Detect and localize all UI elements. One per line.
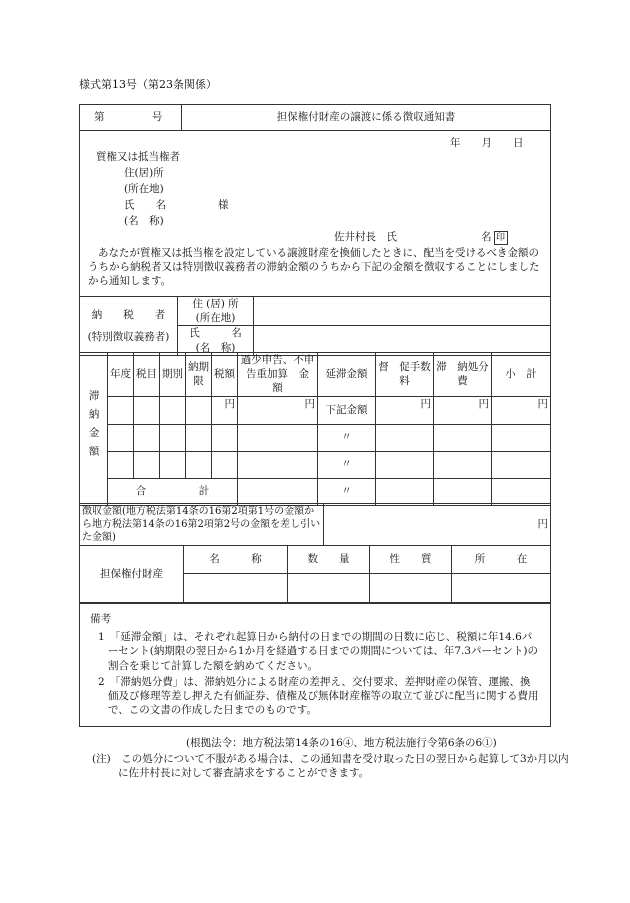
collection-table (79, 503, 551, 546)
note-item-1: 1 「延滞金額」は、それぞれ起算日から納付の日までの期間の日数に応じ、税額に年14.6パーセント(納期限の翌日から1か月を経過する日までの期間については、年7.3パーセント)の割合を乗じて計算した額を納めてください。 (98, 631, 538, 672)
header-fiscal-year: 年度 (108, 353, 134, 397)
late-fee-first: 下記金額 (318, 396, 376, 424)
number-label: 第 (94, 111, 105, 124)
header-due-date: 納期限 (186, 353, 212, 397)
table-row: 〃 (80, 451, 551, 478)
property-table (79, 545, 551, 603)
collection-amount: 円 (324, 504, 551, 546)
number-cell (80, 105, 182, 131)
total-label: 合 計 (108, 478, 238, 505)
issuer-line (334, 230, 508, 245)
header-period: 期別 (160, 353, 186, 397)
header-tax-item: 税目 (134, 353, 160, 397)
intro-section (79, 130, 551, 296)
table-row: 〃 (80, 424, 551, 451)
number-suffix: 号 (151, 111, 163, 124)
taxpayer-address-label: 住 (居) 所 (所在地) (178, 297, 254, 326)
name-sub: (名 称) (124, 215, 164, 227)
header-late-fee: 延滞金額 (318, 353, 376, 397)
notes-section (79, 603, 551, 727)
name-suffix: 様 (218, 199, 229, 211)
header-disposition-cost: 滞 納処分費 (434, 353, 492, 397)
taxpayer-name-label: 氏 名 (名 称) (178, 326, 254, 355)
header-name: 名 称 (184, 546, 288, 574)
header-quantity: 数 量 (288, 546, 370, 574)
arrears-table (79, 352, 551, 506)
taxpayer-label: 納 税 者 (91, 308, 166, 321)
footer-note: (注) この処分について不服がある場合は、この通知書を受け取った日の翌日から起算して3か月以内に佐井村長に対して審査請求をすることができます。 (92, 753, 569, 780)
taxpayer-table (79, 296, 551, 356)
special-collector-label: (特別徴収義務者) (87, 330, 170, 343)
address-sub: (所在地) (124, 183, 164, 195)
address-label: 住(居)所 (124, 167, 164, 179)
header-penalty: 過少申告、不申告重加算 金 額 (238, 353, 318, 397)
property-label: 担保権付財産 (80, 546, 184, 603)
document-title: 担保権付財産の譲渡に係る徴収通知書 (182, 105, 551, 131)
taxpayer-name-value (254, 326, 551, 355)
header-nature: 性 質 (370, 546, 452, 574)
header-reminder-fee: 督 促手数料 (376, 353, 434, 397)
header-tax-amount: 税額 (212, 353, 238, 397)
table-row: 円 円 下記金額 円 円 円 (80, 396, 551, 424)
issuer: 佐井村長 氏 名 (334, 231, 492, 243)
name-label: 氏 名 (124, 199, 166, 211)
header-subtotal: 小 計 (492, 353, 551, 397)
collection-label: 徴収金額(地方税法第14条の16第2項第1号の金額から地方税法第14条の16第2項第2号の金額を差し引いた金額) (80, 504, 324, 546)
taxpayer-label-cell (80, 297, 178, 356)
date-field: 年 月 日 (450, 137, 524, 149)
intro-body: あなたが質権又は抵当権を設定している譲渡財産を換価したときに、配当を受けるべき金額のうちから納税者又は特別徴収義務者の滞納金額のうちから下記の金額を徴収することにしましたから通知します。 (88, 247, 540, 288)
arrears-side-label: 滞納金額 (80, 353, 108, 506)
form-label: 様式第13号（第23条関係） (79, 78, 217, 91)
total-row: 合 計 〃 (80, 478, 551, 505)
notes-title: 備考 (90, 613, 111, 625)
taxpayer-address-value (254, 297, 551, 326)
note-item-2: 2 「滞納処分費」は、滞納処分による財産の差押え、交付要求、差押財産の保管、運搬、換価及び修理等差し押えた有価証券、債権及び無体財産権等の取立て並びに配当に関する費用で、この文書の作成した日までのものです。 (98, 675, 539, 717)
seal-mark: 印 (494, 231, 508, 245)
recipient-type: 質権又は抵当権者 (96, 151, 180, 163)
legal-basis: (根拠法令：地方税法第14条の16④、地方税法施行令第6条の6①) (186, 737, 497, 749)
header-location: 所 在 (452, 546, 551, 574)
header-table (79, 104, 551, 131)
